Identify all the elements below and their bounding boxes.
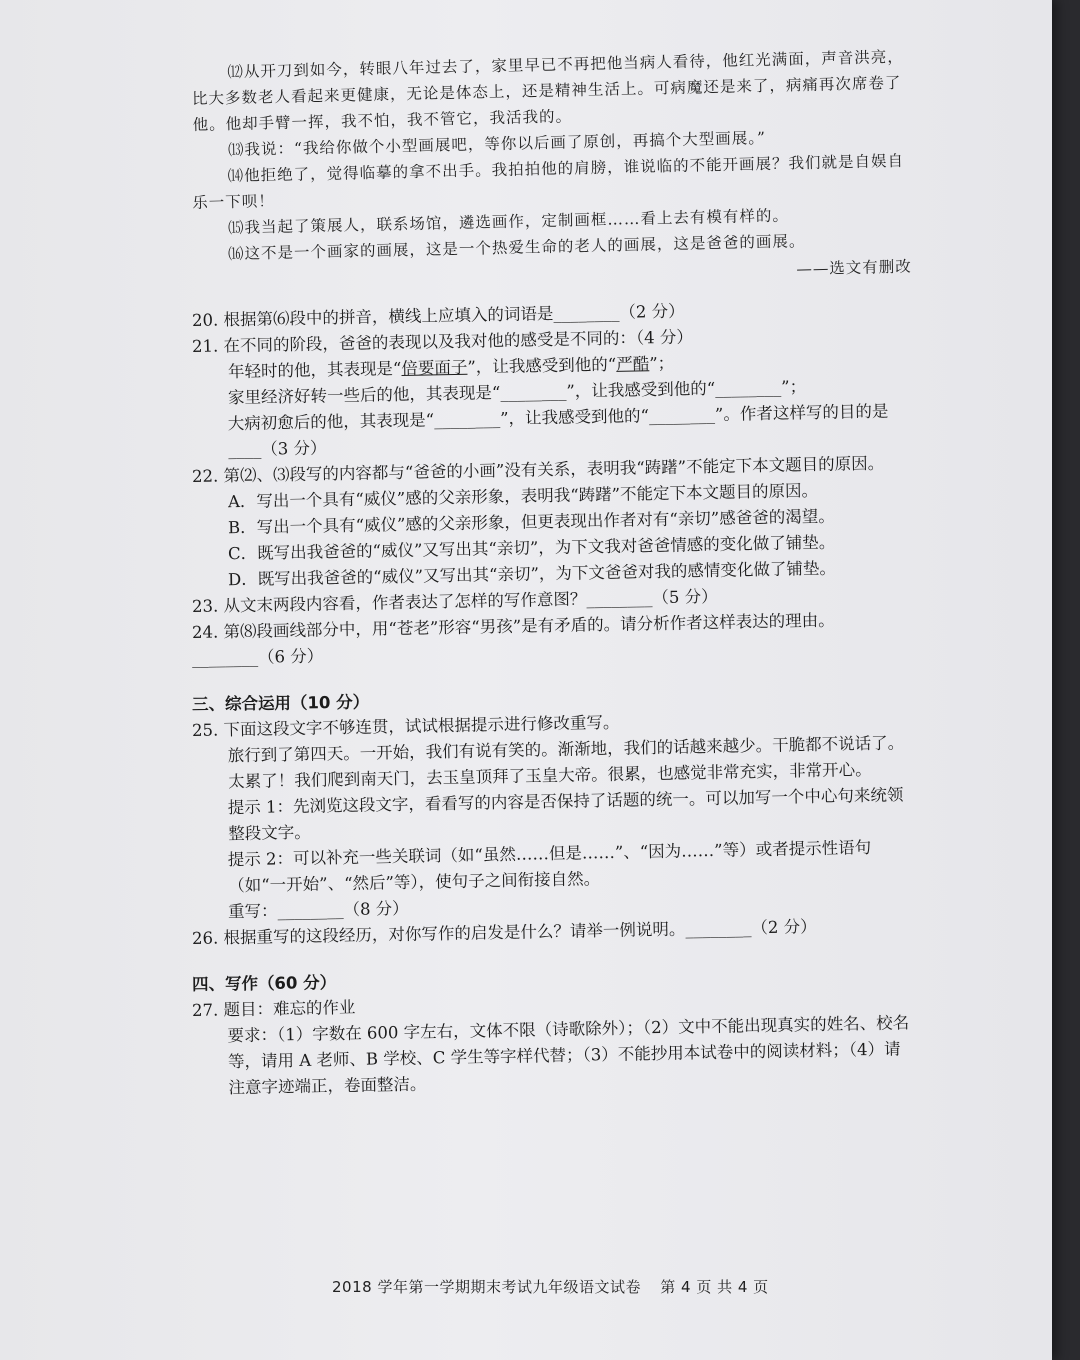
question-25-hint-2: 提示 2：可以补充一些关联词（如“虽然……但是……”、“因为……”等）或者提示性语句（如“一开始”、“然后”等），使句子之间衔接自然。 — [227, 837, 872, 896]
q21-handwritten-answer-2: 严酷 — [616, 354, 650, 374]
paragraph-13: ⒀我说：“我给你做个小型画展吧，等你以后画了原创，再搞个大型画展。” — [227, 128, 767, 160]
q21-handwritten-answer-1: 倍要面子 — [401, 357, 468, 378]
exam-title: 2018 学年第一学期期末考试九年级语文试卷 — [332, 1278, 641, 1296]
paragraph-16: ⒃这不是一个画家的画展，这是一个热爱生命的老人的画展，这是爸爸的画展。 — [227, 232, 806, 264]
question-25-rewrite: 重写：________（8 分） — [227, 898, 409, 922]
question-21: 21. 在不同的阶段，爸爸的表现以及我对他的感受是不同的：（4 分） — [191, 327, 694, 356]
question-22-option-c: C．既写出我爸爸的“威仪”又写出其“亲切”，为下文我对爸爸情感的变化做了铺垫。 — [227, 532, 836, 564]
question-24: 24. 第⑻段画线部分中，用“苍老”形容“男孩”是有矛盾的。请分析作者这样表达的理由。 — [191, 610, 835, 642]
paragraph-15: ⒂我当起了策展人，联系场馆，遴选画作，定制画框……看上去有模有样的。 — [227, 206, 790, 238]
section-4-heading: 四、写作（60 分） — [191, 972, 337, 994]
question-25: 25. 下面这段文字不够连贯，试试根据提示进行修改重写。 — [191, 712, 620, 740]
paragraph-14: ⒁他拒绝了，觉得临摹的拿不出手。我拍拍他的肩膀，谁说临的不能开画展？我们就是自娱自乐一下呗！ — [192, 151, 905, 212]
page-footer — [332, 1276, 783, 1297]
question-27: 27. 题目：难忘的作业 — [191, 997, 356, 1020]
page-content — [191, 47, 913, 1102]
question-21-line-b: 家里经济好转一些后的他，其表现是“________”，让我感受到他的“________”； — [227, 377, 807, 408]
question-20: 20. 根据第⑹段中的拼音，横线上应填入的词语是________（2 分） — [191, 301, 685, 330]
q21-line-c-text: 大病初愈后的他，其表现是“________”，让我感受到他的“________”。 — [227, 404, 741, 434]
question-24-answer-line: ________（6 分） — [191, 646, 324, 668]
reading-passage — [191, 47, 913, 296]
question-22-option-b: B．写出一个具有“威仪”感的父亲形象，但更表现出作者对有“亲切”感爸爸的渴望。 — [227, 506, 835, 538]
q21-a-mid: ”，让我感受到他的“ — [467, 354, 617, 377]
paragraph-12: ⑿从开刀到如今，转眼八年过去了，家里早已不再把他当病人看待，他红光满面，声音洪亮，比大多数老人看起来更健康，无论是体态上，还是精神生活上。可病魔还是来了，病痛再次席卷了他。他却手臂一挥，我不怕，我不管它，我活我的。 — [191, 47, 904, 134]
question-22-option-a: A．写出一个具有“威仪”感的父亲形象，表明我“踌躇”不能定下本文题目的原因。 — [227, 480, 819, 512]
question-25-hint-1: 提示 1：先浏览这段文字，看看写的内容是否保持了话题的统一。可以加写一个中心句来统领整段文字。 — [227, 785, 904, 844]
question-26: 26. 根据重写的这段经历，对你写作的启发是什么？请举一例说明。________（2 分） — [191, 917, 817, 948]
question-23: 23. 从文末两段内容看，作者表达了怎样的写作意图？________（5 分） — [191, 586, 718, 616]
question-22-option-d: D．既写出我爸爸的“威仪”又写出其“亲切”，为下文爸爸对我的感情变化做了铺垫。 — [227, 558, 837, 590]
question-25-passage: 旅行到了第四天。一开始，我们有说有笑的。渐渐地，我们的话越来越少。干脆都不说话了。太累了！我们爬到南天门，去玉皇顶拜了玉皇大帝。很累，也感觉非常充实，非常开心。 — [227, 733, 905, 792]
question-27-requirements: 要求：（1）字数在 600 字左右，文体不限（诗歌除外）；（2）文中不能出现真实的姓名、校名等，请用 A 老师、B 学校、C 学生等字样代替；（3）不能抄用本试卷中的阅读材料；（4）请注意字迹端正，卷面整洁。 — [227, 1013, 910, 1098]
question-22: 22. 第⑵、⑶段写的内容都与“爸爸的小画”没有关系，表明我“踌躇”不能定下本文题目的原因。 — [191, 453, 885, 486]
q21-a-pre: 年轻时的他，其表现是“ — [227, 358, 402, 382]
passage-attribution: ——选文有删改 — [796, 257, 913, 279]
q21-a-post: ”； — [649, 353, 675, 374]
section-3-heading: 三、综合运用（10 分） — [191, 692, 370, 714]
q21-line-d-text: 作者这样写的目的是____（3 分） — [228, 401, 889, 460]
page-number: 第 4 页 共 4 页 — [660, 1278, 769, 1296]
